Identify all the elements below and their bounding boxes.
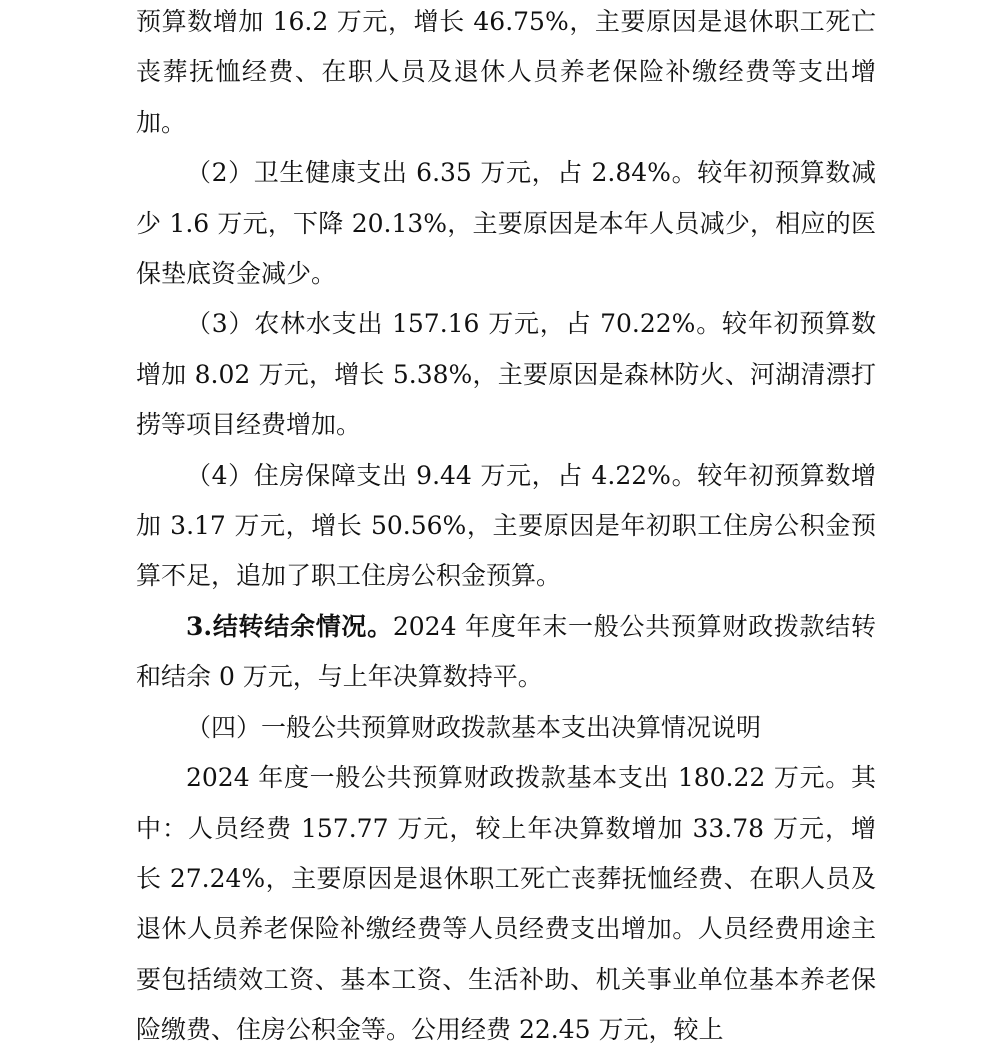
section-lead-heading: 3.结转结余情况。: [186, 611, 393, 641]
paragraph-text: 预算数增加 16.2 万元，增长 46.75%，主要原因是退休职工死亡丧葬抚恤经费、在职人员及退休人员养老保险补缴经费等支出增加。: [136, 7, 876, 137]
document-body: [136, 0, 876, 1056]
section-heading: [136, 703, 876, 753]
paragraph-basic-expenditure: [136, 753, 876, 1055]
paragraph-text: （2）卫生健康支出 6.35 万元，占 2.84%。较年初预算数减少 1.6 万元，下降 20.13%，主要原因是本年人员减少，相应的医保垫底资金减少。: [136, 158, 876, 289]
paragraph-housing-expenditure: [136, 451, 876, 602]
paragraph-text: （3）农林水支出 157.16 万元，占 70.22%。较年初预算数增加 8.02 万元，增长 5.38%，主要原因是森林防火、河湖清漂打捞等项目经费增加。: [136, 309, 876, 440]
paragraph-text: 2024 年度年末一般公共预算财政拨款结转和结余 0 万元，与上年决算数持平。: [136, 611, 876, 692]
paragraph-text: （4）住房保障支出 9.44 万元，占 4.22%。较年初预算数增加 3.17 万元，增长 50.56%，主要原因是年初职工住房公积金预算不足，追加了职工住房公积金预算。: [136, 460, 876, 591]
paragraph-text: 2024 年度一般公共预算财政拨款基本支出 180.22 万元。其中：人员经费 157.77 万元，较上年决算数增加 33.78 万元，增长 27.24%，主要原因是退休职工死亡丧葬抚恤经费、在职人员及退休人员养老保险补缴经费等人员经费支出增加。人员经费用途主要包括绩效工资、基本工资、生活补助、机关事业单位基本养老保险缴费、住房公积金等。公用经费 22.45 万元，较上: [136, 763, 876, 1045]
paragraph-health-expenditure: [136, 148, 876, 299]
paragraph-carryover-balance: [136, 602, 876, 703]
paragraph-agriculture-expenditure: [136, 299, 876, 450]
paragraph-pension-continuation: [136, 0, 876, 148]
section-heading-text: （四）一般公共预算财政拨款基本支出决算情况说明: [186, 712, 762, 742]
